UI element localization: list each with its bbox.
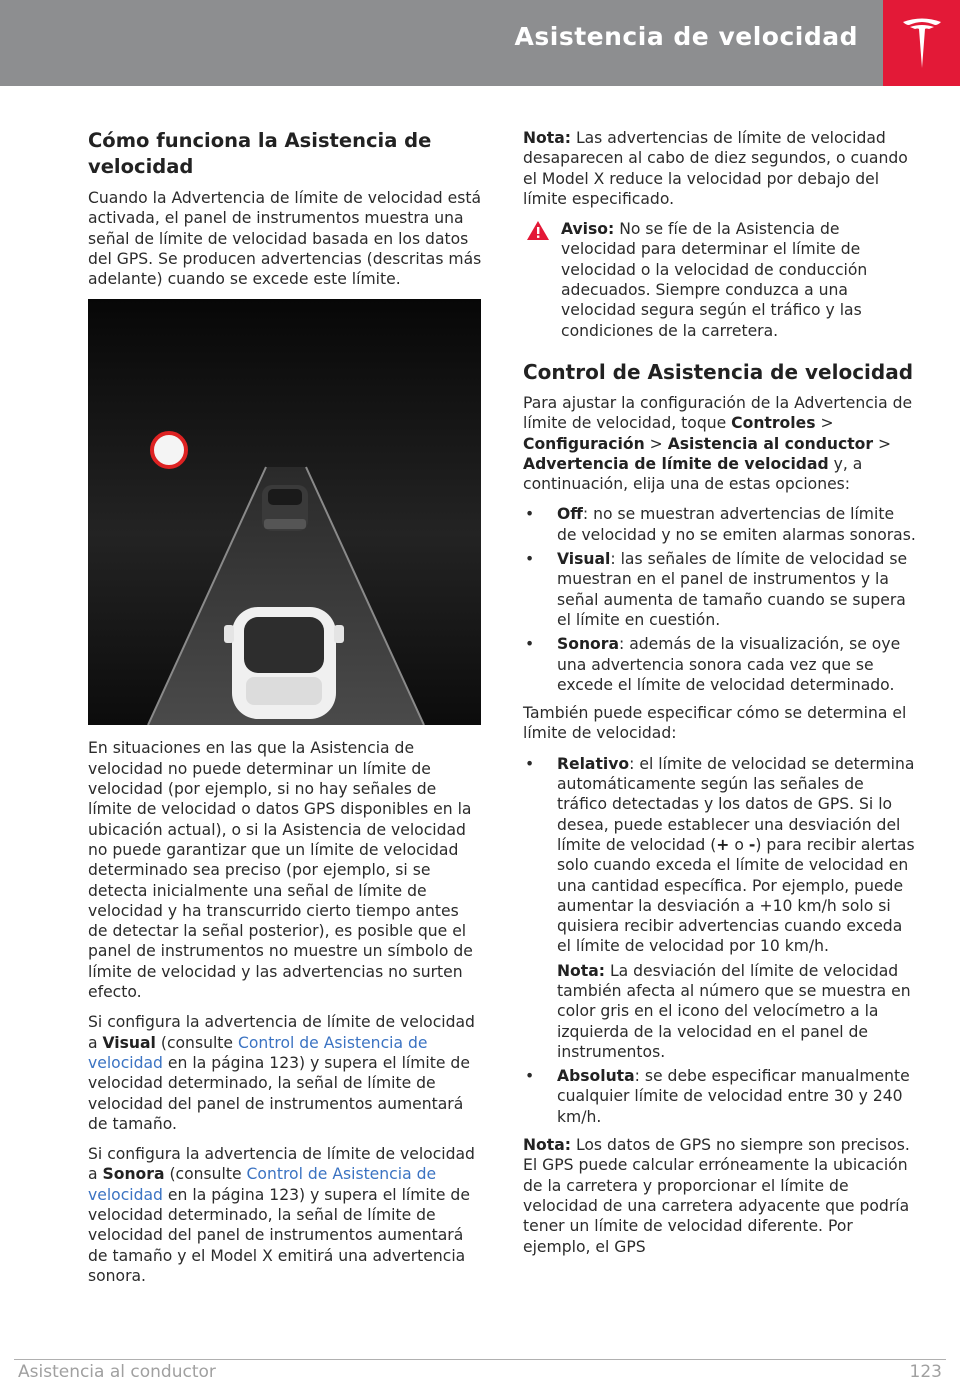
option-name: Relativo	[557, 754, 630, 773]
text: en la página 123) y supera el límite de velocidad determinado, la señal de límite de velocidad del panel de instrumentos aumentará de tamaño y el Model X emitirá una advertencia sonora.	[88, 1185, 470, 1285]
header-title: Asistencia de velocidad	[514, 22, 858, 51]
paragraph	[523, 393, 917, 494]
text: (consulte	[155, 1033, 238, 1052]
bullet: •	[525, 1067, 535, 1086]
note	[523, 1135, 917, 1257]
note	[557, 961, 917, 1062]
list-item	[523, 504, 917, 545]
note-label: Nota:	[523, 1136, 571, 1155]
footer-divider	[14, 1359, 946, 1360]
text: y, a continuación, elija una de estas opciones:	[523, 454, 863, 494]
left-column	[88, 128, 482, 1296]
mode-list	[523, 754, 917, 1127]
option-text: : se debe especificar manualmente cualquier límite de velocidad entre 30 y 240 km/h.	[557, 1067, 910, 1126]
tesla-logo-icon	[902, 16, 942, 70]
footer-section: Asistencia al conductor	[18, 1362, 216, 1382]
paragraph	[88, 1144, 482, 1286]
dashboard-image	[88, 299, 481, 725]
page-number: 123	[909, 1362, 942, 1382]
bold-text: Visual	[102, 1033, 156, 1052]
note	[523, 128, 917, 209]
text: en la página 123) y supera el límite de velocidad determinado, la señal de límite de velocidad del panel de instrumentos aumentará de tamaño.	[88, 1053, 470, 1133]
bullet: •	[525, 550, 535, 569]
bold-text: Configuración	[523, 434, 645, 453]
plus-symbol: +	[716, 835, 730, 854]
cross-reference-link[interactable]: Control de Asistencia de velocidad	[88, 1165, 437, 1204]
bold-text: Asistencia al conductor	[667, 434, 874, 453]
text: Para ajustar la configuración de la Advertencia de límite de velocidad, toque	[523, 393, 913, 433]
text: Si configura la advertencia de límite de velocidad a	[88, 1013, 475, 1052]
text: o	[729, 835, 749, 854]
text: >	[873, 434, 892, 453]
paragraph: En situaciones en las que la Asistencia de velocidad no puede determinar un límite de velocidad (por ejemplo, si no hay señales de límite de velocidad o datos GPS disponibles en la ubicación actual), o si la Asistencia de velocidad no puede garantizar que un límite de velocidad determinado sea preciso (por ejemplo, si se detecta inicialmente una señal de límite de velocidad y ha transcurrido cierto tiempo antes de detectar la señal posterior), es posible que el panel de instrumentos no muestre un símbolo de límite de velocidad y las advertencias no surten efecto.	[88, 739, 473, 1002]
text: >	[644, 434, 668, 453]
bullet: •	[525, 635, 535, 654]
bullet: •	[525, 754, 535, 773]
bold-text: Controles	[731, 414, 816, 433]
list-item	[523, 754, 917, 1062]
paragraph: También puede especificar cómo se determina el límite de velocidad:	[523, 704, 907, 743]
text: (consulte	[164, 1165, 247, 1184]
text: : el límite de velocidad se determina automáticamente según las señales de tráfico detectadas y los datos de GPS. Si lo desea, puede establecer una desviación del límite de velocidad (	[557, 754, 915, 854]
option-name: Absoluta	[557, 1067, 635, 1086]
section-heading: Control de Asistencia de velocidad	[523, 359, 914, 384]
text: ) para recibir alertas solo cuando exceda el límite de velocidad en una cantidad específica. Por ejemplo, puede aumentar la desviación a +10 km/h solo si quisiera recibir advertencias cuando exceda el límite de velocidad por 10 km/h.	[557, 835, 915, 956]
note-label: Nota:	[557, 961, 605, 980]
lead-car	[262, 485, 308, 531]
speed-limit-sign	[152, 433, 186, 467]
bold-text: Advertencia de límite de velocidad	[523, 454, 829, 473]
note-text: Los datos de GPS no siempre son precisos. El GPS puede calcular erróneamente la ubicación de la carretera y proporcionar el límite de velocidad de una carretera adyacente que podría tener un límite de velocidad diferente. Por ejemplo, el GPS	[523, 1136, 910, 1256]
list-item	[523, 634, 917, 695]
option-text: : no se muestran advertencias de límite de velocidad y no se emiten alarmas sonoras.	[557, 505, 916, 544]
list-item	[523, 1066, 917, 1127]
option-text: : además de la visualización, se oye una advertencia sonora cada vez que se excede el límite de velocidad determinado.	[557, 635, 901, 694]
warning-box	[523, 219, 917, 341]
right-column	[523, 128, 917, 1267]
bullet: •	[525, 505, 535, 524]
warning-text: No se fíe de la Asistencia de velocidad para determinar el límite de velocidad o la velocidad de conducción adecuados. Siempre conduzca a una velocidad segura según el tráfico y las condiciones de la carretera.	[561, 220, 868, 340]
tesla-logo	[883, 0, 960, 86]
note-label: Nota:	[523, 129, 571, 147]
note-text: Las advertencias de límite de velocidad desaparecen al cabo de diez segundos, o cuando el Model X reduce la velocidad por debajo del límite especificado.	[523, 129, 908, 208]
list-item	[523, 549, 917, 630]
cross-reference-link[interactable]: Control de Asistencia de velocidad	[88, 1033, 428, 1072]
option-text: : las señales de límite de velocidad se muestran en el panel de instrumentos y la señal aumenta de tamaño cuando se supera el límite en cuestión.	[557, 550, 908, 629]
note-text: La desviación del límite de velocidad también afecta al número que se muestra en color gris en el icono del velocímetro a la izquierda de la velocidad en el panel de instrumentos.	[557, 961, 911, 1061]
page-header	[0, 0, 960, 86]
paragraph	[88, 1012, 482, 1134]
warning-label: Aviso:	[561, 220, 615, 239]
text: Si configura la advertencia de límite de velocidad a	[88, 1145, 475, 1184]
warning-icon	[527, 221, 549, 240]
minus-symbol: -	[748, 835, 756, 854]
text: >	[815, 414, 834, 433]
own-car	[224, 607, 344, 719]
options-list	[523, 504, 917, 695]
section-heading: Cómo funciona la Asistencia de velocidad	[88, 129, 432, 178]
paragraph: Cuando la Advertencia de límite de velocidad está activada, el panel de instrumentos muestra una señal de límite de velocidad basada en los datos del GPS. Se producen advertencias (descritas más adelante) cuando se excede este límite.	[88, 189, 482, 289]
option-name: Sonora	[557, 635, 619, 654]
bold-text: Sonora	[102, 1165, 165, 1184]
option-name: Visual	[557, 550, 611, 569]
option-name: Off	[557, 505, 583, 524]
